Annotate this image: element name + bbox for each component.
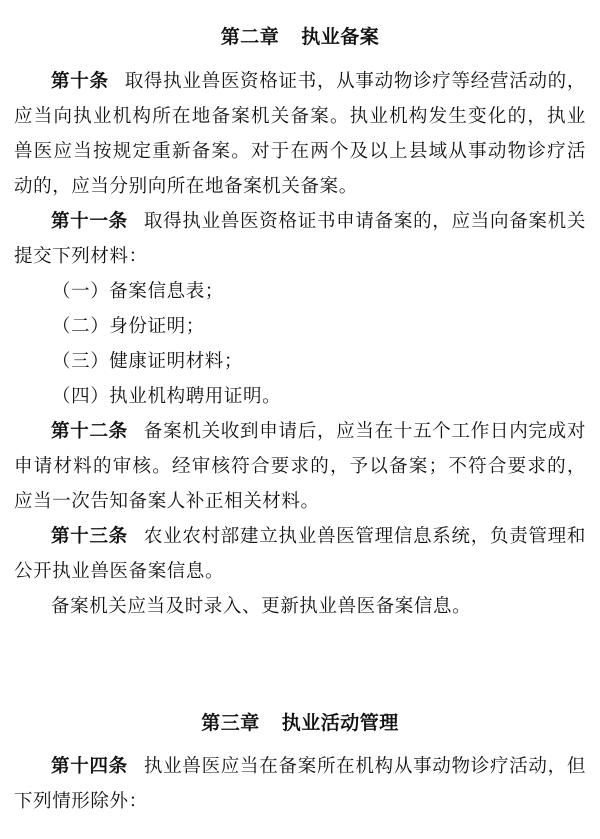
chapter-2-title: 执业备案 <box>301 26 380 48</box>
article-12 <box>14 414 586 519</box>
article-11-item-2: （二）身份证明； <box>52 316 205 337</box>
article-11 <box>14 204 586 274</box>
article-11-number: 第十一条 <box>51 211 128 232</box>
article-13-paragraph-2: 备案机关应当及时录入、更新执业兽医备案信息。 <box>51 596 472 617</box>
article-10 <box>14 64 586 204</box>
article-14-text: 执业兽医应当在备案所在机构从事动物诊疗活动，但下列情形除外： <box>14 756 586 812</box>
article-11-text: 取得执业兽医资格证书申请备案的，应当向备案机关提交下列材料： <box>14 211 586 267</box>
article-13 <box>14 519 586 589</box>
chapter-3-heading <box>0 708 600 735</box>
article-10-text: 取得执业兽医资格证书，从事动物诊疗等经营活动的，应当向执业机构所在地备案机关备案。执业机构发生变化的，执业兽医应当按规定重新备案。对于在两个及以上县域从事动物诊疗活动的，应当分别向所在地备案机关备案。 <box>14 71 586 197</box>
article-13-number: 第十三条 <box>51 526 128 547</box>
article-14 <box>14 749 586 819</box>
chapter-3-title: 执业活动管理 <box>281 712 399 734</box>
chapter-2-body <box>14 64 586 624</box>
article-12-text: 备案机关收到申请后，应当在十五个工作日内完成对申请材料的审核。经审核符合要求的，予以备案；不符合要求的，应当一次告知备案人补正相关材料。 <box>14 421 586 512</box>
article-11-item-3: （三）健康证明材料； <box>52 351 244 372</box>
article-11-item-1: （一）备案信息表； <box>52 281 224 302</box>
chapter-2-label: 第二章 <box>220 26 280 48</box>
chapter-3-label: 第三章 <box>201 712 260 734</box>
article-11-item-4: （四）执业机构聘用证明。 <box>52 386 282 407</box>
article-14-number: 第十四条 <box>51 756 128 777</box>
article-10-number: 第十条 <box>51 71 109 92</box>
article-12-number: 第十二条 <box>51 421 128 442</box>
article-13-text: 农业农村部建立执业兽医管理信息系统，负责管理和公开执业兽医备案信息。 <box>14 526 586 582</box>
chapter-2-heading <box>0 22 600 49</box>
chapter-3-body <box>14 749 586 819</box>
